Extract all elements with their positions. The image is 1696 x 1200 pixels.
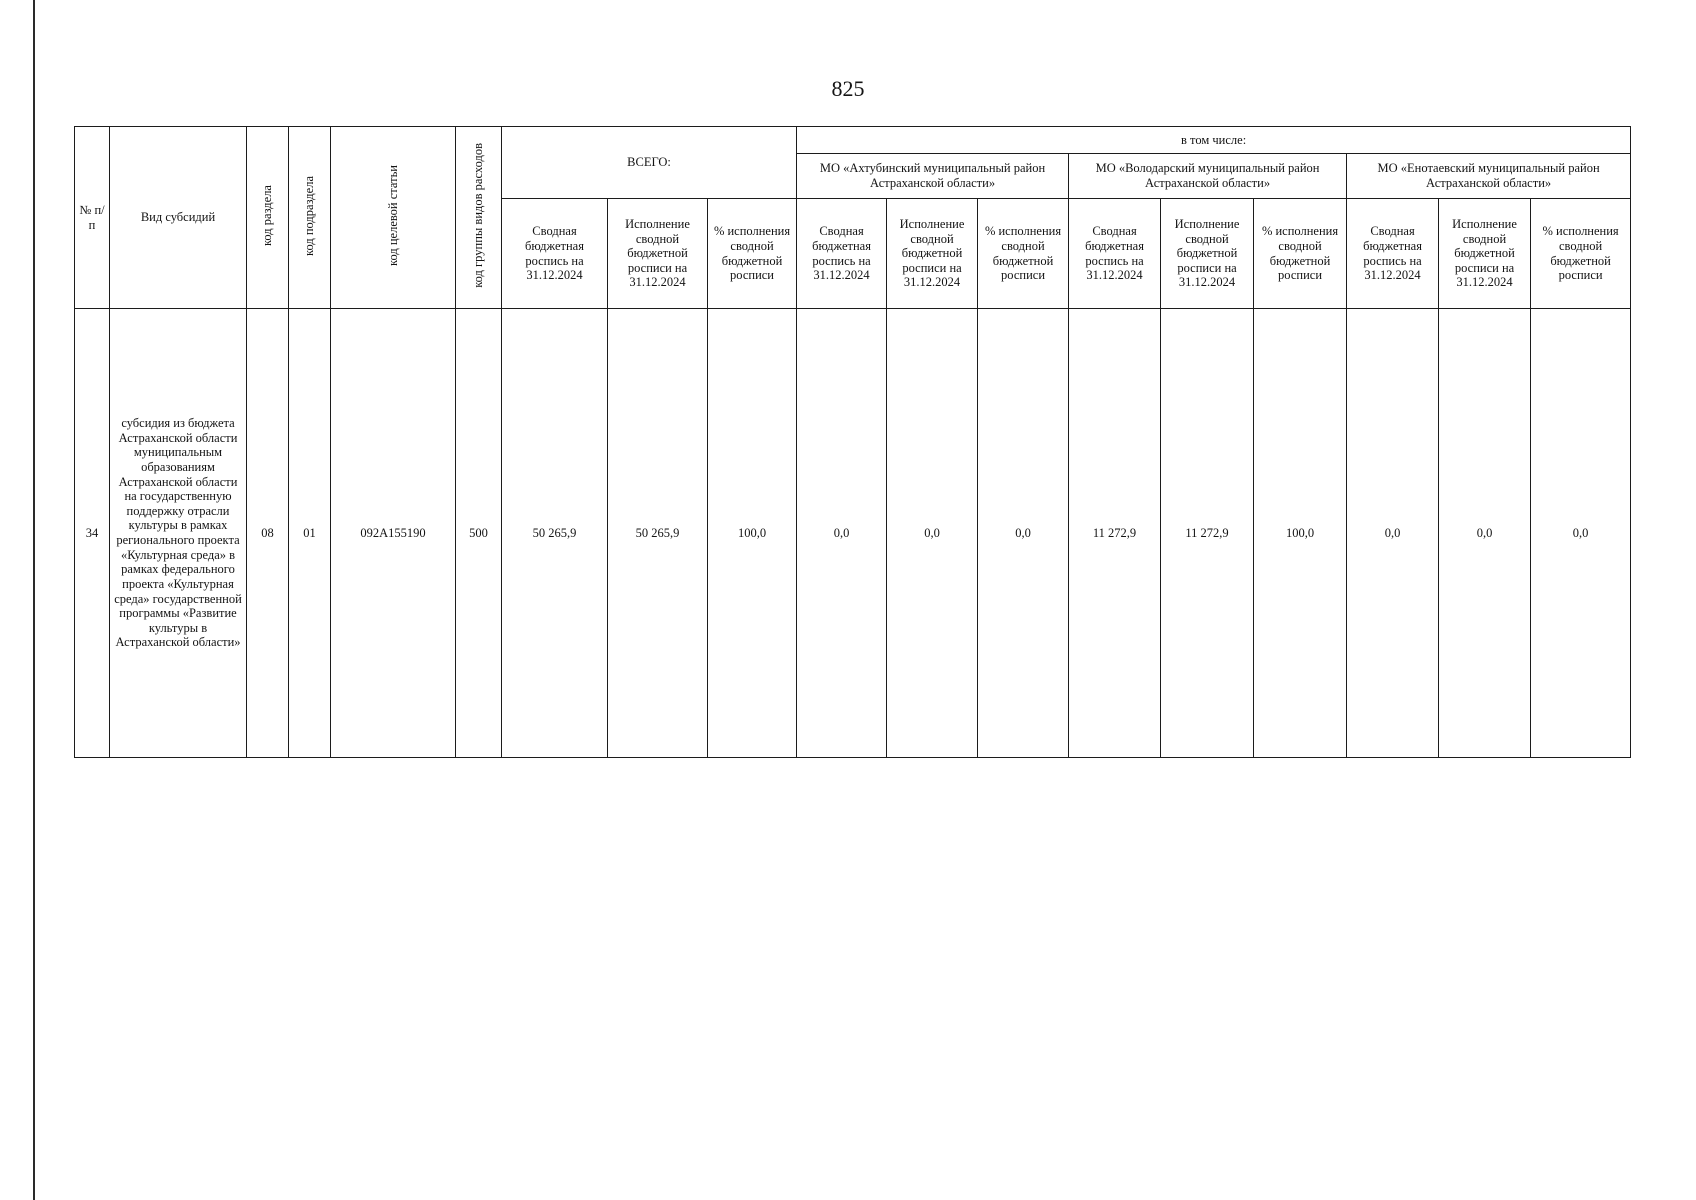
header-subsidy-type: Вид субсидий — [110, 127, 247, 309]
cell-mo2-exec: 11 272,9 — [1161, 309, 1254, 758]
header-section-code-label: код раздела — [260, 185, 275, 247]
header-mo-akhtubinsky: МО «Ахтубинский муниципальный район Астраханской области» — [797, 154, 1069, 199]
header-expense-group-code-label: код группы видов расходов — [471, 143, 486, 289]
cell-mo1-exec: 0,0 — [887, 309, 978, 758]
cell-mo2-plan: 11 272,9 — [1069, 309, 1161, 758]
header-subsection-code-label: код подраздела — [302, 175, 317, 256]
cell-description: субсидия из бюджета Астраханской области муниципальным образованиям Астраханской области на государственную поддержку отрасли культуры в рамках регионального проекта «Культурная среда» в рамках федерального проекта «Культурная среда» государственной программы «Развитие культуры в Астраханской области» — [110, 309, 247, 758]
cell-subsection: 01 — [289, 309, 331, 758]
cell-mo1-pct: 0,0 — [978, 309, 1069, 758]
cell-group: 500 — [456, 309, 502, 758]
table-row — [75, 309, 1631, 758]
header-total-pct: % исполнения сводной бюджетной росписи — [708, 199, 797, 309]
header-mo2-plan: Сводная бюджетная роспись на 31.12.2024 — [1069, 199, 1161, 309]
header-mo2-exec: Исполнение сводной бюджетной росписи на 31.12.2024 — [1161, 199, 1254, 309]
cell-mo3-pct: 0,0 — [1531, 309, 1631, 758]
header-target-code-label: код целевой статьи — [385, 165, 400, 267]
cell-mo3-exec: 0,0 — [1439, 309, 1531, 758]
scan-margin-line — [33, 0, 35, 1200]
cell-mo3-plan: 0,0 — [1347, 309, 1439, 758]
cell-mo2-pct: 100,0 — [1254, 309, 1347, 758]
header-total-exec: Исполнение сводной бюджетной росписи на 31.12.2024 — [608, 199, 708, 309]
page-number: 825 — [831, 76, 865, 101]
header-section-code — [247, 127, 289, 309]
header-mo3-plan: Сводная бюджетная роспись на 31.12.2024 — [1347, 199, 1439, 309]
header-mo2-pct: % исполнения сводной бюджетной росписи — [1254, 199, 1347, 309]
header-mo1-plan: Сводная бюджетная роспись на 31.12.2024 — [797, 199, 887, 309]
header-num: № п/п — [75, 127, 110, 309]
cell-section: 08 — [247, 309, 289, 758]
header-total: ВСЕГО: — [502, 127, 797, 199]
cell-total-pct: 100,0 — [708, 309, 797, 758]
header-mo1-pct: % исполнения сводной бюджетной росписи — [978, 199, 1069, 309]
budget-table — [74, 126, 1631, 758]
header-mo-enotaevsky: МО «Енотаевский муниципальный район Астраханской области» — [1347, 154, 1631, 199]
header-mo3-exec: Исполнение сводной бюджетной росписи на 31.12.2024 — [1439, 199, 1531, 309]
header-including: в том числе: — [797, 127, 1631, 154]
cell-num: 34 — [75, 309, 110, 758]
header-expense-group-code — [456, 127, 502, 309]
cell-total-plan: 50 265,9 — [502, 309, 608, 758]
cell-mo1-plan: 0,0 — [797, 309, 887, 758]
header-mo3-pct: % исполнения сводной бюджетной росписи — [1531, 199, 1631, 309]
header-target-code — [331, 127, 456, 309]
header-subsection-code — [289, 127, 331, 309]
header-total-plan: Сводная бюджетная роспись на 31.12.2024 — [502, 199, 608, 309]
header-mo1-exec: Исполнение сводной бюджетной росписи на 31.12.2024 — [887, 199, 978, 309]
cell-total-exec: 50 265,9 — [608, 309, 708, 758]
header-mo-volodarsky: МО «Володарский муниципальный район Астраханской области» — [1069, 154, 1347, 199]
cell-target: 092A155190 — [331, 309, 456, 758]
